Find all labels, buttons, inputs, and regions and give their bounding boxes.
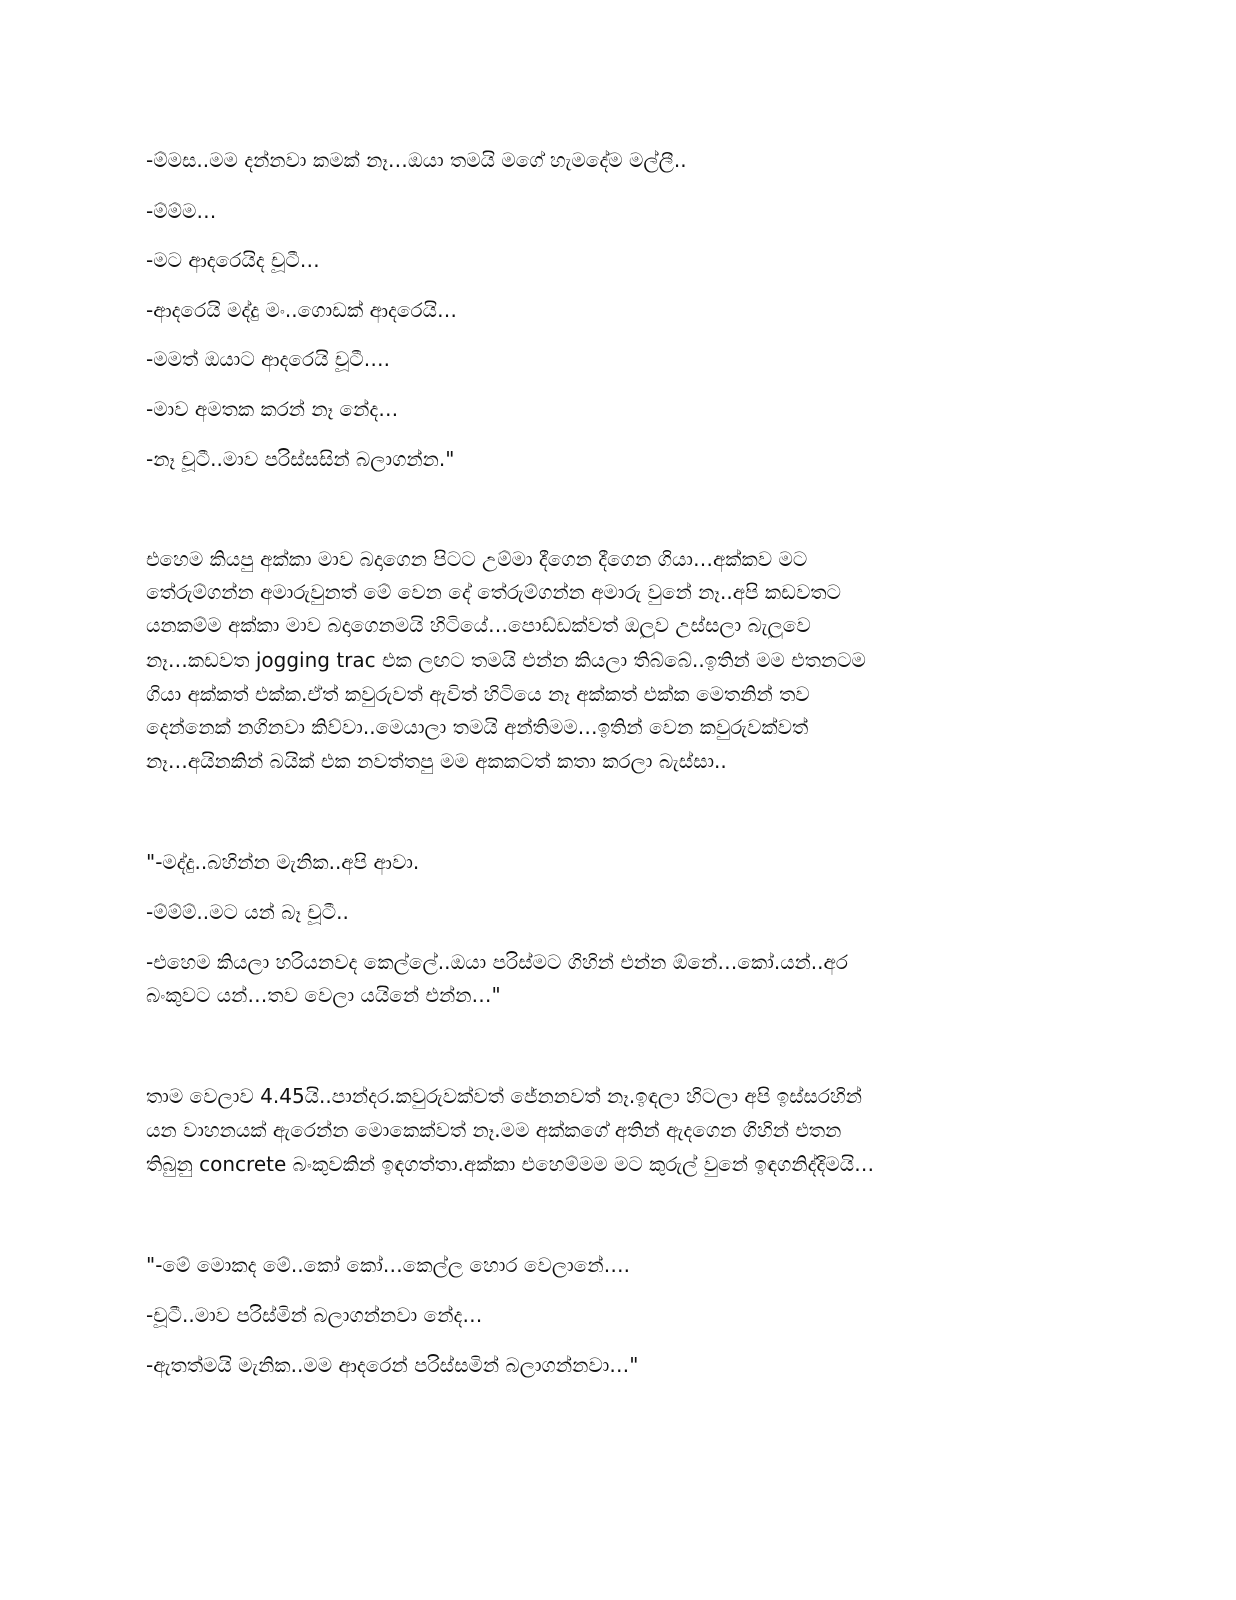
dialogue-line: -මට ආදරෙයිද චූටී…	[146, 248, 320, 272]
dialogue-line: -මමත් ඔයාට ආදරෙයි චූටී….	[146, 347, 390, 371]
dialogue-line: -ම්ම්ම…	[146, 199, 217, 223]
paragraph-line: ගියා අක්කත් එක්ක.ඒත් කවුරුවත් ඇවිත් හිටියෙ නෑ අක්කත් එක්ක මෙතනින් තව	[146, 682, 810, 706]
dialogue-line: -එහෙම කියලා හරියනවද කෙල්ලේ..ඔයා පරිස්මට ගිහින් එන්න ඕනේ…කෝ.යන්..අර	[146, 950, 848, 974]
paragraph-line: නෑ…අයිනකින් බයික් එක නවත්තපු මම අකකටත් කතා කරලා බැස්සා..	[146, 749, 727, 773]
paragraph-line: තිබුනු concrete බංකුවකින් ඉඳගත්තා.අක්කා එහෙම්මම මට කුරුල් වුනේ ඉඳගනිද්දිමයි…	[146, 1152, 875, 1176]
paragraph-line: යන වාහනයක් ඇරෙන්න මොකෙක්වත් නෑ.මම අක්කගේ අතින් ඇදගෙන ගිහින් එතන	[146, 1118, 842, 1142]
dialogue-line: -චූටී..මාව පරිස්මින් බලාගන්නවා නේද…	[146, 1303, 483, 1327]
dialogue-line: "-මේ මොකද මේ..කෝ කෝ…කෙල්ල හොර වෙලානේ….	[146, 1253, 630, 1277]
dialogue-line: -නෑ චූටී..මාව පරිස්සසින් බලාගන්න."	[146, 447, 455, 471]
paragraph-line: නෑ…කඩවත jogging trac එක ලඟට තමයි එන්න කියලා තිබ්බේ..ඉතින් මම එතනටම	[146, 648, 866, 672]
paragraph-line: එහෙම කියපු අක්කා මාව බදාගෙන පිටට උම්මා දීගෙන දීගෙන ගියා…අක්කව මට	[146, 547, 808, 571]
dialogue-line: -මාව අමතක කරන් නෑ නේද…	[146, 397, 399, 421]
dialogue-line: -ම්ම්ම්..මට යන් බෑ චූටී..	[146, 900, 349, 924]
dialogue-line: -ඇතත්මයි මැනික..මම ආදරෙන් පරිස්සමින් බලාගන්නවා…"	[146, 1353, 639, 1377]
paragraph-line: යනකම්ම අක්කා මාව බදාගෙනමයි හිටියේ…පොඩ්ඩක්වත් ඔලුව උස්සලා බැලුවෙ	[146, 613, 811, 637]
dialogue-line: -ආදරෙයි මද්දු මං..ගොඩක් ආදරෙයි…	[146, 298, 457, 322]
paragraph-line: දෙන්නෙක් නගිනවා කිව්වා..මෙයාලා තමයි අන්තිමම…ඉතින් වෙන කවුරුවක්වත්	[146, 715, 809, 739]
dialogue-line: "-මද්දු..බහින්න මැනික..අපි ආවා.	[146, 850, 420, 874]
paragraph-line: තාම වෙලාව 4.45යි..පාන්දර.කවුරුවක්වත් ජේනනවත් නෑ.ඉඳලා හිටලා අපි ඉස්සරහින්	[146, 1084, 862, 1108]
dialogue-line: -ම්මස..මම දන්නවා කමක් නෑ…ඔයා තමයි මගේ හැමදේම මල්ලී..	[146, 148, 687, 172]
paragraph-line: තේරුම්ගන්න අමාරුවුනත් මේ වෙන දේ තේරුම්ගන්න අමාරු වුනේ නෑ..අපි කඩවතට	[146, 580, 841, 604]
dialogue-line: බංකුවට යන්…තව වෙලා යයිනේ එන්න…"	[146, 983, 501, 1007]
